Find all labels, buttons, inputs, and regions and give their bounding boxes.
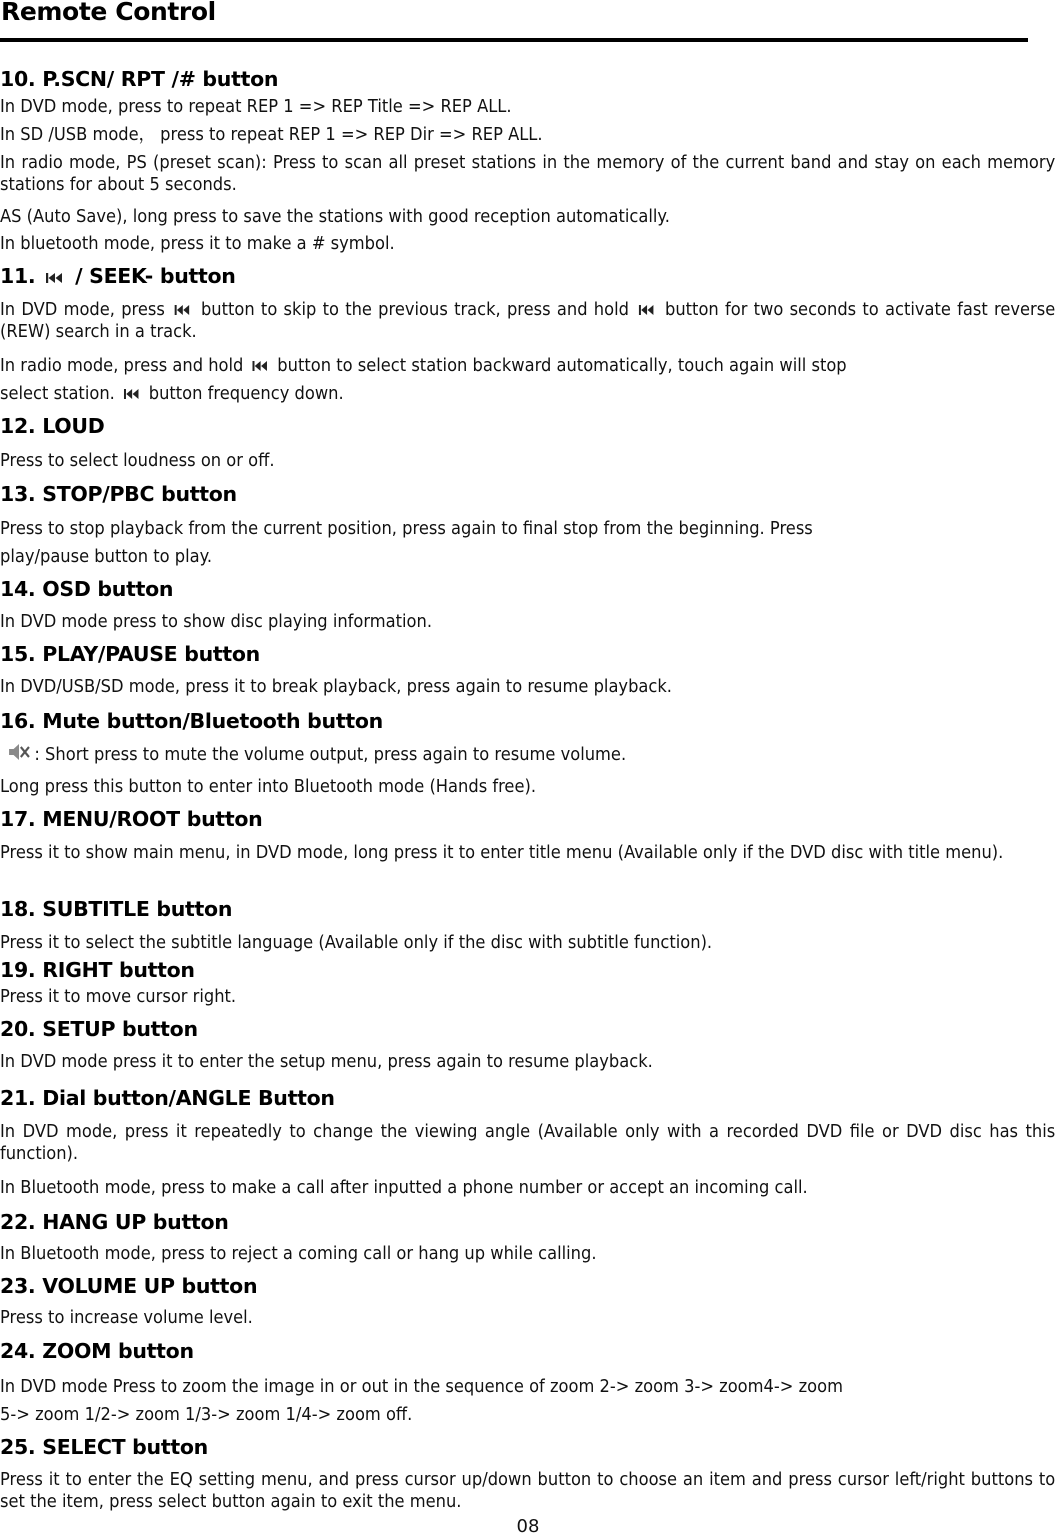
paragraph-line: Press to stop playback from the current position, press again to final stop from the beginning. Press <box>0 518 813 539</box>
section-heading-20: 20. SETUP button <box>0 1017 198 1041</box>
paragraph-line <box>0 355 847 377</box>
text-run: : Short press to mute the volume output, press again to resume volume. <box>34 744 627 765</box>
section-heading-24: 24. ZOOM button <box>0 1339 194 1363</box>
section-heading-21: 21. Dial button/ANGLE Button <box>0 1086 335 1110</box>
text-run: button for two seconds to activate fast reverse (REW) search in a track. <box>0 299 1056 342</box>
paragraph: Press it to enter the EQ setting menu, and press cursor up/down button to choose an item and press cursor left/right buttons to set the item, press select button again to exit the menu. <box>0 1469 1056 1512</box>
section-heading-22: 22. HANG UP button <box>0 1210 229 1234</box>
paragraph-line: Press to select loudness on or off. <box>0 450 275 471</box>
section-heading-14: 14. OSD button <box>0 577 174 601</box>
page-header <box>0 0 1028 42</box>
paragraph-line: In DVD/USB/SD mode, press it to break playback, press again to resume playback. <box>0 676 672 697</box>
paragraph-line: In DVD mode press it to enter the setup menu, press again to resume playback. <box>0 1051 653 1072</box>
paragraph <box>0 299 1055 343</box>
section-heading-19: 19. RIGHT button <box>0 958 195 982</box>
section-heading-17: 17. MENU/ROOT button <box>0 807 263 831</box>
section-heading-11 <box>0 263 236 289</box>
page-number: 08 <box>516 1516 540 1537</box>
previous-track-icon <box>251 359 269 373</box>
page-title: Remote Control <box>1 0 216 26</box>
mute-speaker-icon <box>7 741 31 763</box>
paragraph-line: In DVD mode press to show disc playing information. <box>0 611 433 632</box>
text-run: button to skip to the previous track, press and hold <box>200 299 629 320</box>
text-run: button frequency down. <box>148 383 344 404</box>
paragraph-line: In bluetooth mode, press it to make a # symbol. <box>0 233 395 254</box>
section-heading-18: 18. SUBTITLE button <box>0 897 233 921</box>
paragraph-line: In DVD mode Press to zoom the image in or out in the sequence of zoom 2-> zoom 3-> zoom4-> zoom <box>0 1376 843 1397</box>
previous-track-icon <box>174 303 192 317</box>
paragraph-line: Long press this button to enter into Bluetooth mode (Hands free). <box>0 776 537 797</box>
section-heading-23: 23. VOLUME UP button <box>0 1274 258 1298</box>
paragraph-line: 5-> zoom 1/2-> zoom 1/3-> zoom 1/4-> zoom off. <box>0 1404 413 1425</box>
section-heading-12: 12. LOUD <box>0 414 105 438</box>
paragraph: In DVD mode, press it repeatedly to change the viewing angle (Available only with a recorded DVD file or DVD disc has this function). <box>0 1121 1056 1164</box>
previous-track-icon <box>638 303 656 317</box>
previous-track-icon <box>45 271 65 285</box>
paragraph-line: AS (Auto Save), long press to save the stations with good reception automatically. <box>0 206 670 227</box>
paragraph-line <box>0 383 344 405</box>
text-run: button to select station backward automatically, touch again will stop <box>277 355 847 376</box>
text-run: In DVD mode, press <box>0 299 165 320</box>
text-run: select station. <box>0 383 115 404</box>
paragraph-line: In SD /USB mode， press to repeat REP 1 => REP Dir => REP ALL. <box>0 124 543 145</box>
section-title: / SEEK- button <box>75 264 236 288</box>
paragraph-line: play/pause button to play. <box>0 546 213 567</box>
previous-track-icon <box>123 387 141 401</box>
paragraph-line: Press it to move cursor right. <box>0 986 237 1007</box>
paragraph-line: In Bluetooth mode, press to make a call after inputted a phone number or accept an incoming call. <box>0 1177 808 1198</box>
paragraph-line: In Bluetooth mode, press to reject a coming call or hang up while calling. <box>0 1243 597 1264</box>
section-heading-25: 25. SELECT button <box>0 1435 208 1459</box>
section-number: 11. <box>0 264 36 288</box>
text-run: In radio mode, press and hold <box>0 355 244 376</box>
paragraph-line: In DVD mode, press to repeat REP 1 => REP Title => REP ALL. <box>0 96 512 117</box>
section-heading-16: 16. Mute button/Bluetooth button <box>0 709 383 733</box>
paragraph-line: Press to increase volume level. <box>0 1307 253 1328</box>
section-heading-10: 10. P.SCN/ RPT /# button <box>0 67 279 91</box>
paragraph: Press it to show main menu, in DVD mode, long press it to enter title menu (Available only if the DVD disc with title menu). <box>0 842 1004 863</box>
section-heading-13: 13. STOP/PBC button <box>0 482 237 506</box>
paragraph: In radio mode, PS (preset scan): Press to scan all preset stations in the memory of the current band and stay on each memory stations for about 5 seconds. <box>0 152 1056 195</box>
paragraph-line: Press it to select the subtitle language (Available only if the disc with subtitle function). <box>0 932 713 953</box>
paragraph-line <box>0 741 626 766</box>
section-heading-15: 15. PLAY/PAUSE button <box>0 642 260 666</box>
